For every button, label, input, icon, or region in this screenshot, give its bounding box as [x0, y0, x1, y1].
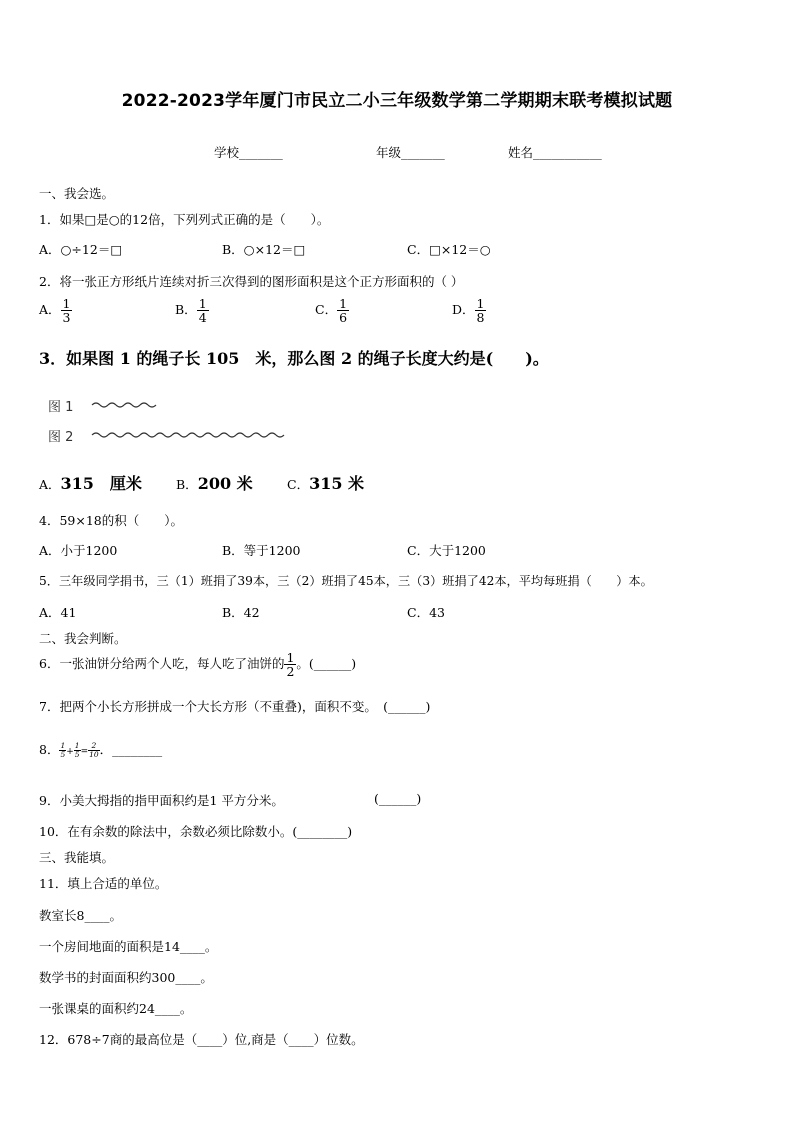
figure-2-label: 图 2 — [48, 430, 74, 445]
q1-option-b: B．○×12＝□ — [222, 242, 306, 257]
question-6: 6．一张油饼分给两个人吃，每人吃了油饼的 $\frac{1}{2}$ 。(______) — [39, 650, 357, 680]
school-field: 学校_______ — [214, 145, 283, 160]
q1-option-a: A．○÷12＝□ — [39, 242, 123, 257]
rope-figure-2 — [90, 429, 285, 441]
q4-option-c: C．大于1200 — [407, 543, 486, 558]
question-2: 2．将一张正方形纸片连续对折三次得到的图形面积是这个正方形面积的（ ） — [39, 274, 464, 289]
question-11: 11．填上合适的单位。 — [39, 876, 168, 891]
question-9: 9．小美大拇指的指甲面积约是1 平方分米。 — [39, 793, 284, 808]
question-3: 3．如果图 1 的绳子长 105 米，那么图 2 的绳子长度大约是( )。 — [39, 349, 549, 368]
q2-option-b: B． $\frac{1}{4}$ — [175, 296, 207, 326]
question-8: 8． $\frac{1}{5}$ + $\frac{1}{5}$ = $\frac{2}{10}$ ．________ — [39, 741, 163, 759]
question-4: 4．59×18的积（ ）。 — [39, 513, 183, 528]
figure-1-label: 图 1 — [48, 400, 74, 415]
section-heading: 二、我会判断。 — [39, 631, 127, 646]
question-7: 7．把两个小长方形拼成一个大长方形（不重叠)，面积不变。 (______) — [39, 699, 431, 714]
q4-option-a: A．小于1200 — [39, 543, 118, 558]
q3-option-b: B．200 米 — [176, 474, 253, 493]
q2-option-c: C． $\frac{1}{6}$ — [315, 296, 348, 326]
name-field: 姓名___________ — [508, 145, 602, 160]
q11-line-1: 教室长8____。 — [39, 908, 122, 923]
q3-option-c: C．315 米 — [287, 474, 365, 493]
q11-line-4: 一张课桌的面积约24____。 — [39, 1001, 193, 1016]
q4-option-b: B．等于1200 — [222, 543, 301, 558]
page-title: 2022-2023学年厦门市民立二小三年级数学第二学期期末联考模拟试题 — [121, 91, 673, 111]
q5-option-a: A．41 — [39, 605, 77, 620]
q5-option-c: C．43 — [407, 605, 445, 620]
q5-option-b: B．42 — [222, 605, 260, 620]
q2-option-a: A． $\frac{1}{3}$ — [39, 296, 71, 326]
q3-option-a: A．315 厘米 — [39, 474, 142, 493]
question-1: 1．如果□是○的12倍，下列列式正确的是（ ）。 — [39, 212, 330, 227]
section-heading: 一、我会选。 — [39, 186, 115, 201]
question-5: 5．三年级同学捐书，三（1）班捐了39本，三（2）班捐了45本，三（3）班捐了42本，平均每班捐（ ）本。 — [39, 574, 653, 588]
q11-line-2: 一个房间地面的面积是14____。 — [39, 939, 218, 954]
grade-field: 年级_______ — [376, 145, 445, 160]
q2-option-d: D． $\frac{1}{8}$ — [452, 296, 485, 326]
q11-line-3: 数学书的封面面积约300____。 — [39, 970, 213, 985]
question-10: 10．在有余数的除法中，余数必须比除数小。(________) — [39, 824, 353, 839]
question-12: 12．678÷7商的最高位是（____）位,商是（____）位数。 — [39, 1032, 364, 1047]
rope-figure-1 — [90, 399, 160, 411]
q1-option-c: C．□×12＝○ — [407, 242, 491, 257]
q9-answer-blank: (______) — [374, 791, 422, 806]
section-heading: 三、我能填。 — [39, 850, 115, 865]
